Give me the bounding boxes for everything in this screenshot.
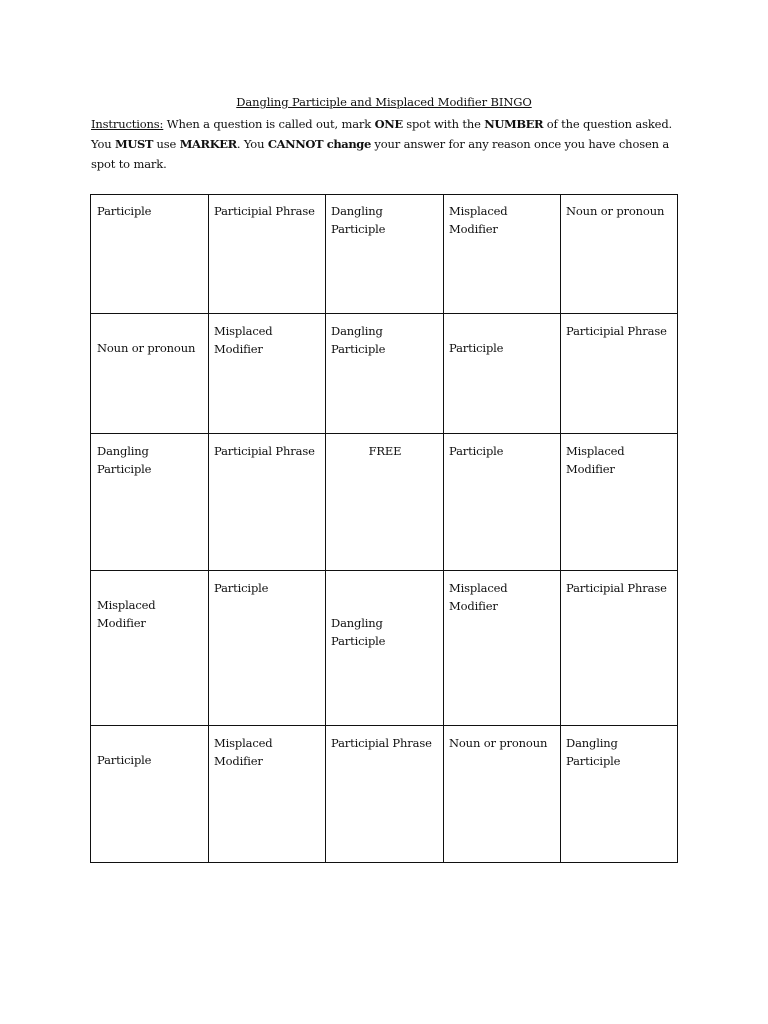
instructions-label: Instructions: xyxy=(91,117,164,131)
bingo-cell[interactable]: Participial Phrase xyxy=(566,324,667,338)
bingo-cell[interactable]: Misplaced Modifier xyxy=(214,736,273,768)
emphasis-number: NUMBER xyxy=(484,117,544,131)
bingo-cell[interactable]: Participial Phrase xyxy=(566,581,667,595)
bingo-cell[interactable]: Misplaced Modifier xyxy=(97,598,156,630)
instructions-text: of the question asked. You xyxy=(91,117,673,151)
emphasis-one: ONE xyxy=(374,117,403,131)
instructions-paragraph xyxy=(91,114,691,174)
emphasis-must: MUST xyxy=(114,137,154,151)
grid-divider xyxy=(443,195,444,862)
bingo-cell[interactable]: Noun or pronoun xyxy=(97,341,196,355)
instructions-text: When a question is called out, mark xyxy=(163,117,375,131)
bingo-cell[interactable]: Participle xyxy=(214,581,269,595)
bingo-cell[interactable]: Dangling Participle xyxy=(566,736,621,768)
instructions-text: your answer for any reason once you have chosen a spot to mark. xyxy=(91,137,670,171)
bingo-cell[interactable]: Noun or pronoun xyxy=(449,736,548,750)
bingo-cell[interactable]: Misplaced Modifier xyxy=(449,581,508,613)
bingo-cell[interactable]: Dangling Participle xyxy=(331,204,386,236)
page-title: Dangling Participle and Misplaced Modifier BINGO xyxy=(236,95,532,109)
bingo-cell[interactable]: Participial Phrase xyxy=(214,204,315,218)
grid-divider xyxy=(91,725,677,726)
grid-divider xyxy=(91,433,677,434)
bingo-cell[interactable]: Misplaced Modifier xyxy=(214,324,273,356)
instructions-text: spot with the xyxy=(402,117,485,131)
emphasis-cannot-change: CANNOT change xyxy=(267,137,371,151)
bingo-cell[interactable]: Participial Phrase xyxy=(331,736,432,750)
bingo-cell[interactable]: Misplaced Modifier xyxy=(449,204,508,236)
bingo-cell[interactable]: Participle xyxy=(97,204,152,218)
bingo-cell[interactable]: Noun or pronoun xyxy=(566,204,665,218)
bingo-cell[interactable]: Dangling Participle xyxy=(331,616,386,648)
free-space-cell[interactable]: FREE xyxy=(368,444,402,458)
bingo-cell[interactable]: Participle xyxy=(97,753,152,767)
grid-divider xyxy=(91,313,677,314)
bingo-cell[interactable]: Misplaced Modifier xyxy=(566,444,625,476)
instructions-text: use xyxy=(153,137,180,151)
bingo-cell[interactable]: Participle xyxy=(449,444,504,458)
bingo-card xyxy=(90,194,678,863)
bingo-cell[interactable]: Dangling Participle xyxy=(331,324,386,356)
grid-divider xyxy=(325,195,326,862)
bingo-cell[interactable]: Dangling Participle xyxy=(97,444,152,476)
emphasis-marker: MARKER xyxy=(179,137,237,151)
grid-divider xyxy=(91,570,677,571)
instructions-text: . You xyxy=(236,137,268,151)
bingo-cell[interactable]: Participle xyxy=(449,341,504,355)
bingo-cell[interactable]: Participial Phrase xyxy=(214,444,315,458)
